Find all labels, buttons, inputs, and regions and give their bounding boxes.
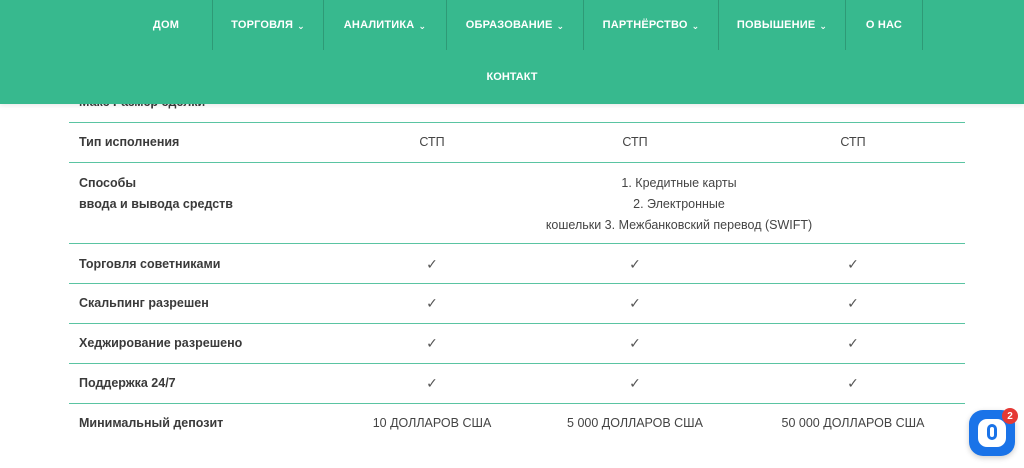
- nav-item-about[interactable]: [846, 0, 922, 50]
- table-row: [69, 284, 965, 324]
- nav-item-education[interactable]: [447, 0, 583, 50]
- table-row: [69, 324, 965, 364]
- nav-item-analytics[interactable]: [324, 0, 446, 50]
- nav-item-label: АНАЛИТИКА: [343, 19, 415, 31]
- nav-item-label: ДОМ: [152, 19, 180, 31]
- nav-item-promotion[interactable]: [719, 0, 845, 50]
- nav-item-label: ОБРАЗОВАНИЕ: [465, 19, 553, 31]
- payment-method-line: кошельки 3. Межбанковский перевод (SWIFT): [545, 218, 813, 232]
- check-icon: ✓: [847, 375, 859, 391]
- nav-item-trading[interactable]: [213, 0, 323, 50]
- check-icon: ✓: [426, 335, 438, 351]
- payment-method-line: 1. Кредитные карты: [621, 176, 737, 190]
- nav-item-contact[interactable]: [0, 66, 1024, 88]
- row-label: Хеджирование разрешено: [79, 336, 243, 350]
- chevron-down-icon: ⌄: [297, 20, 305, 31]
- row-label: Тип исполнения: [79, 135, 180, 149]
- chevron-down-icon: ⌄: [418, 20, 427, 31]
- check-icon: ✓: [426, 256, 438, 272]
- row-label: Скальпинг разрешен: [79, 296, 209, 310]
- main-nav: [0, 0, 1024, 50]
- site-header: [0, 0, 1024, 104]
- row-label: Торговля советниками: [79, 257, 221, 271]
- chat-icon: [978, 419, 1006, 447]
- nav-item-home[interactable]: [120, 0, 212, 50]
- row-label: Минимальный депозит: [79, 416, 224, 430]
- table-cell: 5 000 ДОЛЛАРОВ США: [567, 416, 703, 430]
- table-cell: СТП: [419, 135, 445, 149]
- notification-badge: 2: [1002, 408, 1018, 424]
- row-label: Поддержка 24/7: [79, 376, 176, 390]
- nav-item-label: ПОВЫШЕНИЕ: [736, 19, 816, 31]
- table-row: [69, 123, 965, 163]
- chevron-down-icon: ⌄: [556, 20, 565, 31]
- check-icon: ✓: [847, 335, 859, 351]
- table-cell: СТП: [840, 135, 866, 149]
- chat-icon-glyph: [987, 424, 997, 440]
- table-row: [69, 163, 965, 244]
- table-cell: СТП: [622, 135, 648, 149]
- check-icon: ✓: [847, 256, 859, 272]
- check-icon: ✓: [847, 295, 859, 311]
- row-label-line: Способы: [79, 176, 137, 190]
- chevron-down-icon: ⌄: [691, 20, 700, 31]
- merged-cell: [429, 173, 929, 236]
- check-icon: ✓: [629, 295, 641, 311]
- row-label: [79, 173, 233, 215]
- check-icon: ✓: [629, 375, 641, 391]
- table-cell: 50 000 ДОЛЛАРОВ США: [781, 416, 925, 430]
- check-icon: ✓: [629, 335, 641, 351]
- nav-item-label: ПАРТНЁРСТВО: [602, 19, 688, 31]
- check-icon: ✓: [629, 256, 641, 272]
- row-label-line: ввода и вывода средств: [79, 197, 233, 211]
- table-cell: 10 ДОЛЛАРОВ США: [372, 416, 492, 430]
- check-icon: ✓: [426, 375, 438, 391]
- chevron-down-icon: ⌄: [819, 20, 828, 31]
- payment-method-line: 2. Электронные: [633, 197, 725, 211]
- table-row: [69, 404, 965, 444]
- nav-item-label: ТОРГОВЛЯ: [231, 19, 294, 31]
- check-icon: ✓: [426, 295, 438, 311]
- nav-item-label: КОНТАКТ: [486, 71, 538, 83]
- nav-item-partnership[interactable]: [584, 0, 718, 50]
- nav-divider: [922, 0, 923, 50]
- nav-item-label: О НАС: [865, 19, 903, 31]
- table-row: [69, 364, 965, 404]
- table-row: [69, 244, 965, 284]
